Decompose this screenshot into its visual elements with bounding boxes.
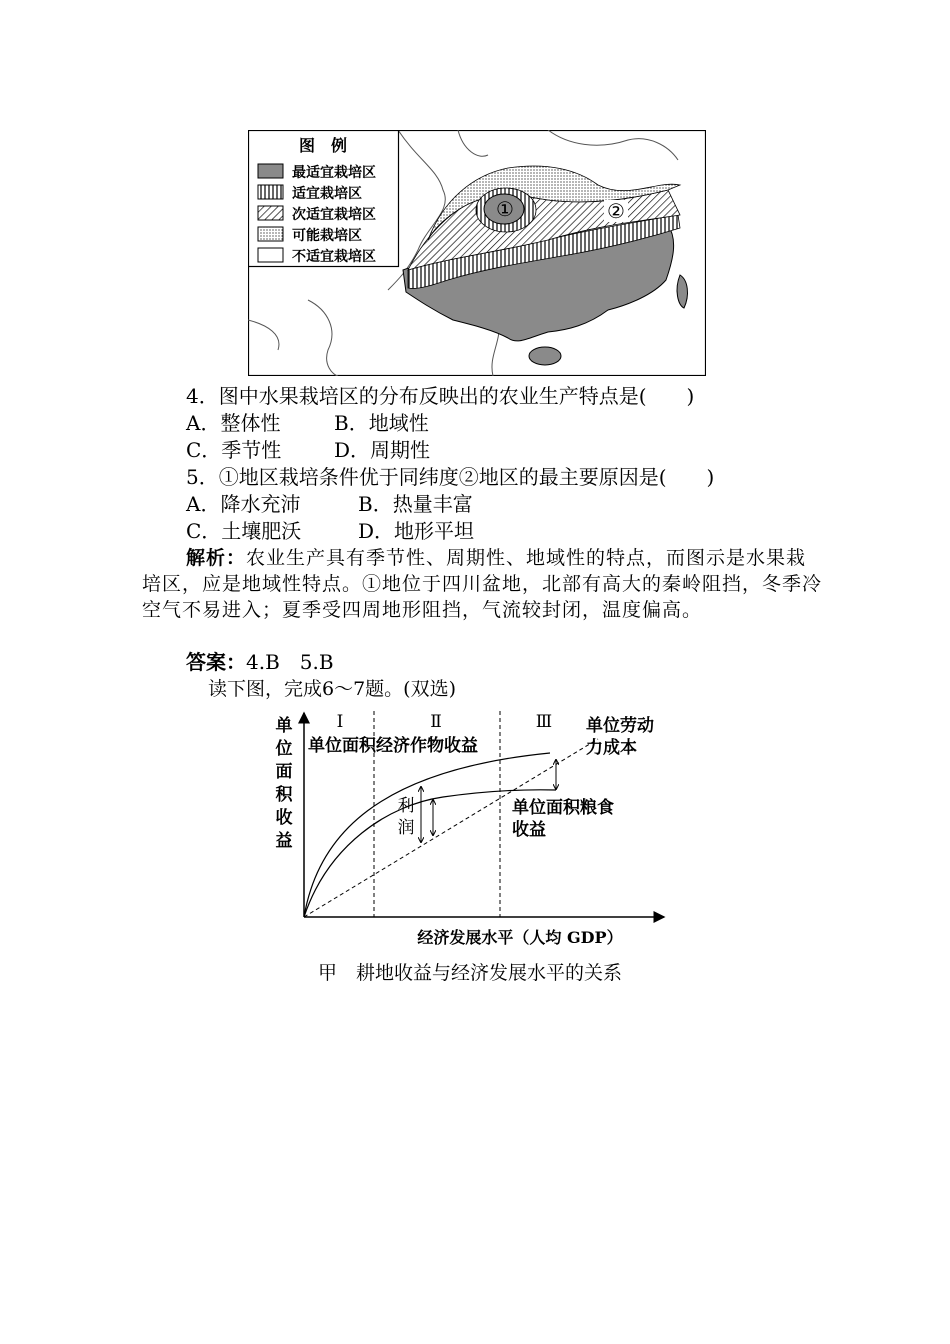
q4-stem: 4．图中水果栽培区的分布反映出的农业生产特点是( ) [186,384,695,408]
stage-1-label: Ⅰ [336,712,344,732]
labor-cost-label-1: 单位劳动 [586,716,654,736]
map-marker-2: ② [607,199,625,223]
ylabel-char-4: 积 [275,785,293,805]
stage-2-label: Ⅱ [430,712,442,732]
intro-text: 读下图，完成6～7题。(双选) [208,678,457,700]
legend-item-suitable: 适宜栽培区 [292,186,362,202]
ylabel-char-1: 单 [275,716,293,736]
legend-title: 图 例 [298,136,348,155]
grain-label-1: 单位面积粮食 [512,798,614,818]
q4-option-c: C．季节性 [186,438,282,462]
q4-option-b: B．地域性 [334,411,429,435]
fruit-cultivation-map [248,130,706,376]
legend-item-most-suitable: 最适宜栽培区 [292,165,376,181]
grain-label-2: 收益 [512,820,546,840]
land-income-chart [268,705,688,957]
analysis-text: 农业生产具有季节性、周期性、地域性的特点，而图示是水果栽培区，应是地域性特点。①地位于四川盆地，北部有高大的秦岭阻挡，冬季冷空气不易进入；夏季受四周地形阻挡，气流较封闭，温度偏高。 [142,547,823,621]
ylabel-char-5: 收 [275,808,293,828]
analysis-paragraph [142,545,822,623]
ylabel-char-3: 面 [275,762,293,782]
answer-label: 答案： [186,650,246,674]
legend-item-sub-suitable: 次适宜栽培区 [292,207,376,223]
ylabel-char-6: 益 [275,831,293,851]
stage-3-label: Ⅲ [535,712,553,732]
chart-caption: 甲 耕地收益与经济发展水平的关系 [318,962,623,984]
q5-option-a: A．降水充沛 [186,492,301,516]
q4-option-a: A．整体性 [186,411,281,435]
q5-option-c: C．土壤肥沃 [186,519,302,543]
legend-item-possible: 可能栽培区 [292,228,362,244]
analysis-label: 解析： [186,547,247,569]
q5-option-b: B．热量丰富 [358,492,473,516]
legend-item-unsuitable: 不适宜栽培区 [292,249,376,265]
x-axis-label: 经济发展水平（人均 GDP） [417,928,623,947]
profit-label-char-2: 润 [397,818,415,838]
ylabel-char-2: 位 [275,739,293,759]
labor-cost-label-2: 力成本 [586,738,637,758]
q4-option-d: D．周期性 [334,438,431,462]
q5-stem: 5．①地区栽培条件优于同纬度②地区的最主要原因是( ) [186,465,715,489]
q5-option-d: D．地形平坦 [358,519,475,543]
profit-label-char-1: 利 [397,796,415,816]
answer-line [186,649,334,675]
answer-text: 4.B 5.B [246,650,334,674]
cash-crop-label: 单位面积经济作物收益 [308,736,478,756]
map-marker-1: ① [496,197,514,221]
